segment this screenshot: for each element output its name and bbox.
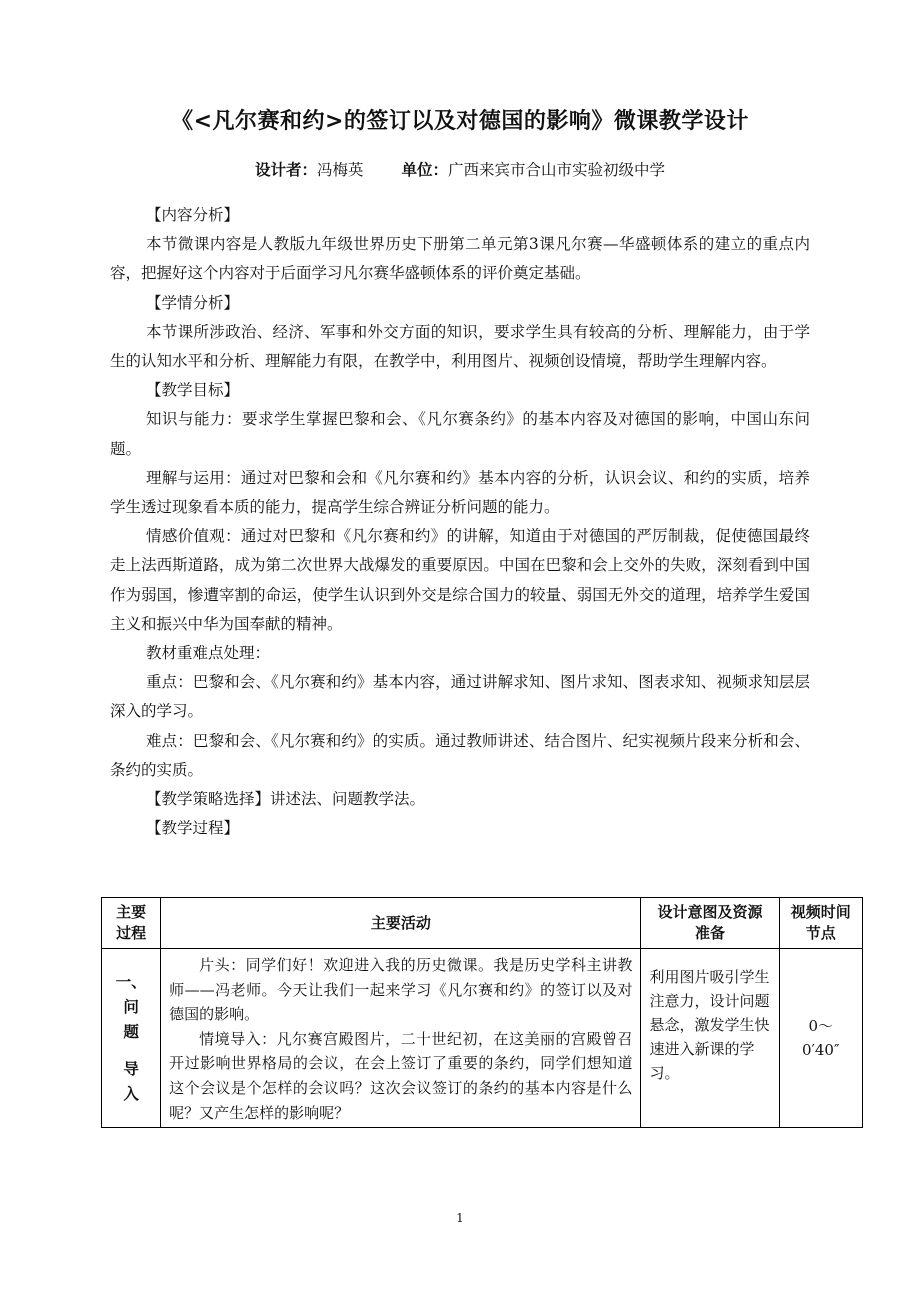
activity-opening: 片头：同学们好！欢迎进入我的历史微课。我是历史学科主讲教师——冯老师。今天让我们一起来学习《凡尔赛和约》的签订以及对德国的影响。	[169, 956, 633, 1024]
key-point-text: 重点：巴黎和会、《凡尔赛和约》基本内容，通过讲解求知、图片求知、图表求知、视频求知层层深入的学习。	[110, 673, 810, 721]
goal-understanding: 理解与运用：通过对巴黎和会和《凡尔赛和约》基本内容的分析，认识会议、和约的实质，培养学生透过现象看本质的能力，提高学生综合辨证分析问题的能力。	[110, 468, 810, 517]
author-line	[100, 158, 820, 180]
table-row	[102, 949, 863, 1128]
document-body	[110, 201, 810, 843]
author-label: 设计者：	[254, 161, 317, 179]
difficult-point-text: 难点：巴黎和会、《凡尔赛和约》的实质。通过教师讲述、结合图片、纪实视频片段来分析和会、条约的实质。	[110, 731, 810, 779]
time-start: 0～	[808, 1017, 834, 1036]
header-time: 视频时间节点	[779, 898, 862, 949]
teaching-process-table	[101, 897, 863, 1128]
author-name: 冯梅英	[316, 161, 364, 179]
header-intent: 设计意图及资源准备	[641, 898, 779, 949]
content-analysis-text: 本节微课内容是人教版九年级世界历史下册第二单元第3课凡尔赛—华盛顿体系的建立的重点内容，把握好这个内容对于后面学习凡尔赛华盛顿体系的评价奠定基础。	[110, 235, 810, 283]
student-analysis-text: 本节课所涉政治、经济、军事和外交方面的知识，要求学生具有较高的分析、理解能力，由于学生的认知水平和分析、理解能力有限，在教学中，利用图片、视频创设情境，帮助学生理解内容。	[110, 322, 810, 371]
time-cell	[779, 949, 862, 1128]
teaching-goal-heading: 【教学目标】	[146, 381, 240, 400]
stage-cell: 一、 问 题 导 入	[102, 949, 161, 1128]
header-stage: 主要过程	[102, 898, 161, 949]
time-end: 0′40″	[801, 1041, 840, 1060]
header-activity: 主要活动	[161, 898, 641, 949]
key-difficult-heading: 教材重难点处理：	[146, 644, 271, 663]
table-header-row	[102, 898, 863, 949]
activity-cell	[161, 949, 641, 1128]
content-analysis-heading: 【内容分析】	[146, 206, 240, 224]
activity-scenario: 情境导入：凡尔赛宫殿图片，二十世纪初，在这美丽的宫殿曾召开过影响世界格局的会议，在会上签订了重要的条约，同学们想知道这个会议是个怎样的会议吗？这次会议签订的条约的基本内容是什么呢？又产生怎样的影响呢？	[169, 1029, 633, 1122]
unit-name: 广西来宾市合山市实验初级中学	[448, 161, 666, 179]
goal-knowledge: 知识与能力：要求学生掌握巴黎和会、《凡尔赛条约》的基本内容及对德国的影响，中国山东问题。	[110, 410, 810, 458]
page-number: 1	[456, 1211, 464, 1225]
document-title: 《<凡尔赛和约>的签订以及对德国的影响》微课教学设计	[171, 109, 749, 134]
teaching-strategy: 【教学策略选择】讲述法、问题教学法。	[146, 790, 426, 809]
unit-label: 单位：	[401, 161, 449, 179]
student-analysis-heading: 【学情分析】	[146, 293, 240, 312]
intent-cell: 利用图片吸引学生注意力，设计问题悬念，激发学生快速进入新课的学习。	[641, 949, 779, 1128]
teaching-process-heading: 【教学过程】	[146, 819, 240, 838]
goal-emotion: 情感价值观：通过对巴黎和《凡尔赛和约》的讲解，知道由于对德国的严厉制裁，促使德国最终走上法西斯道路，成为第二次世界大战爆发的重要原因。中国在巴黎和会上交外的失败，深刻看到中国作为弱国，惨遭宰割的命运，使学生认识到外交是综合国力的较量、弱国无外交的道理，培养学生爱国主义和振兴中华为国奉献的精神。	[110, 527, 810, 633]
